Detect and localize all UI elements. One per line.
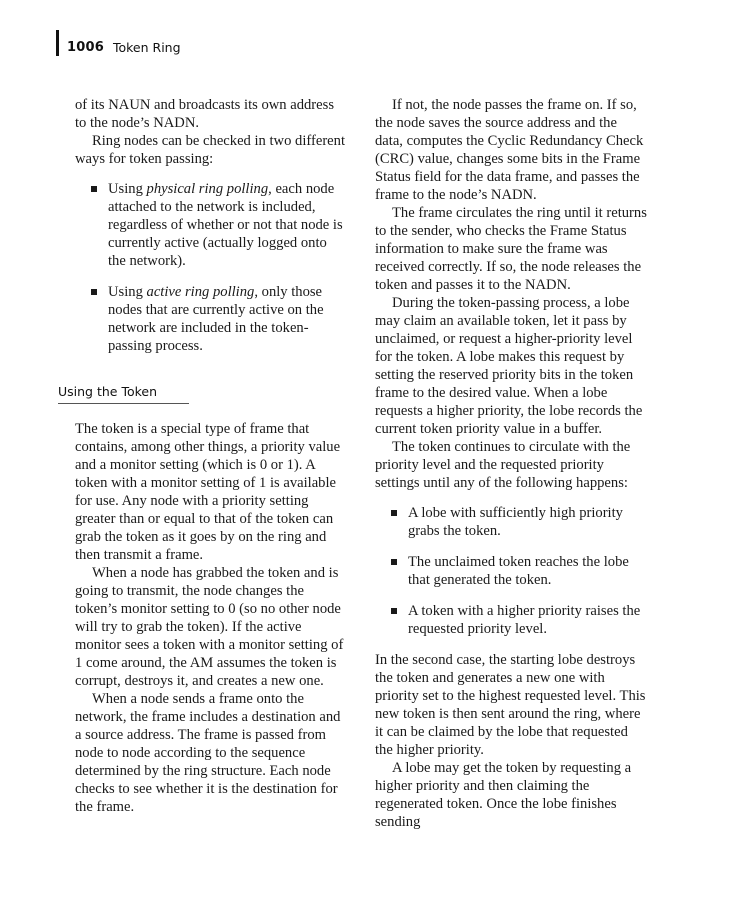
bullet-text: Using [108, 284, 147, 300]
right-column [375, 96, 647, 831]
paragraph: Ring nodes can be checked in two different ways for token passing: [75, 133, 346, 167]
paragraph: During the token-passing process, a lobe may claim an available token, let it pass by unclaimed, or request a higher-priority level for the token. A lobe makes this request by setting the reserved priority bits in the token frame to the desired value. When a lobe requests a higher priority, the lobe records the current token priority value in a buffer. [375, 295, 643, 437]
bullet-list [75, 180, 347, 355]
section-heading: Using the Token [58, 384, 189, 404]
bullet-text: , only those nodes that are currently active on the network are included in the token-passing process. [108, 284, 324, 354]
header-rule [56, 30, 59, 56]
page-number: 1006 [67, 40, 104, 55]
paragraph: The token is a special type of frame that contains, among other things, a priority value and a monitor setting (which is 0 or 1). A token with a monitor setting of 1 is available for use. Any node with a priority setting greater than or equal to that of the token can grab the token as it goes by on the ring and then transmit a frame. [75, 421, 341, 563]
bullet-item: A lobe with sufficiently high priority grabs the token. [408, 504, 647, 540]
running-title: Token Ring [112, 40, 181, 55]
page-header [56, 30, 181, 56]
paragraph: In the second case, the starting lobe destroys the token and generates a new one with priority set to the highest requested level. This new token is then sent around the ring, where it can be claimed by the lobe that requested the higher priority. [375, 652, 646, 758]
emphasis-term: active ring polling [146, 284, 255, 300]
bullet-item [108, 180, 347, 270]
bullet-item: The unclaimed token reaches the lobe that generated the token. [408, 553, 647, 589]
emphasis-term: physical ring polling [146, 181, 269, 197]
paragraph: The token continues to circulate with the priority level and the requested priority settings until any of the following happens: [375, 439, 631, 491]
bullet-item: A token with a higher priority raises the requested priority level. [408, 602, 647, 638]
bullet-text: Using [108, 181, 147, 197]
bullet-item [108, 283, 347, 355]
paragraph: of its NAUN and broadcasts its own address to the node’s NADN. [75, 97, 334, 131]
paragraph: If not, the node passes the frame on. If so, the node saves the source address and the data, computes the Cyclic Redundancy Check (CRC) value, changes some bits in the Frame Status field for the data frame, and passes the frame to the node’s NADN. [375, 97, 644, 203]
paragraph: The frame circulates the ring until it returns to the sender, who checks the Frame Status information to make sure the frame was received correctly. If so, the node releases the token and passes it to the NADN. [375, 205, 647, 293]
left-column [58, 96, 347, 816]
paragraph: When a node sends a frame onto the network, the frame includes a destination and a source address. The frame is passed from node to node according to the sequence determined by the ring structure. Each node checks to see whether it is the destination for the frame. [75, 691, 341, 815]
bullet-list [375, 504, 647, 638]
paragraph: When a node has grabbed the token and is going to transmit, the node changes the token’s monitor setting to 0 (so no other node will try to grab the token). If the active monitor sees a token with a monitor setting of 1 come around, the AM assumes the token is corrupt, destroys it, and creates a new one. [75, 565, 344, 689]
paragraph: A lobe may get the token by requesting a higher priority and then claiming the regenerated token. Once the lobe finishes sending [375, 760, 632, 830]
bullet-text: , each node attached to the network is included, regardless of whether or not that node is currently active (actually logged onto the network). [108, 181, 343, 269]
